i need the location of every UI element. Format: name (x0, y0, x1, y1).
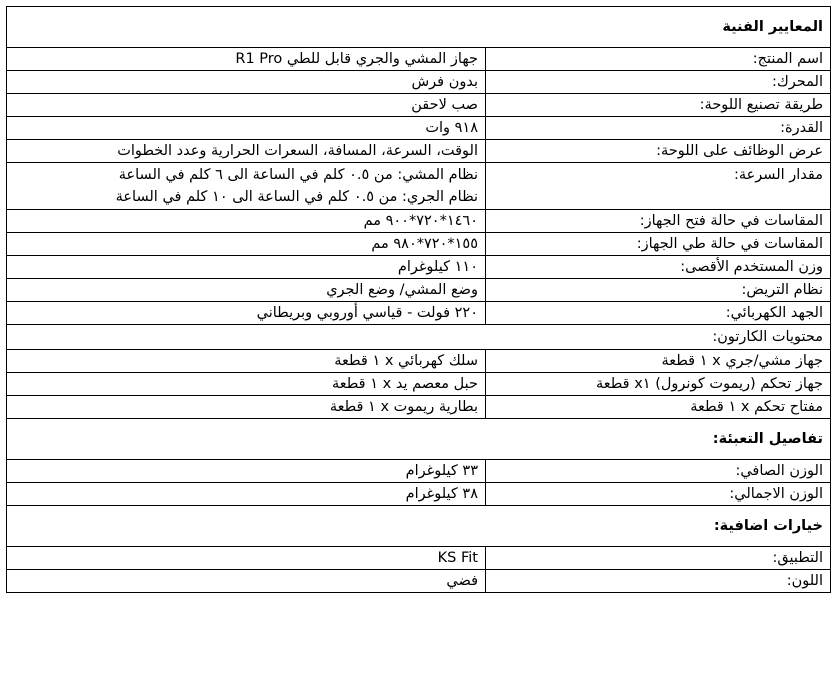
spec-value-open-dimensions: ١٤٦٠*٧٢٠*٩٠٠ مم (7, 210, 486, 233)
spec-label-exercise-mode: نظام التريض: (486, 279, 831, 302)
spec-row (7, 547, 831, 570)
spec-label-max-user-weight: وزن المستخدم الأقصى: (486, 256, 831, 279)
speed-walking-line: نظام المشي: من ٠.٥ كلم في الساعة الى ٦ كلم في الساعة (118, 167, 478, 183)
section-title-packaging: تفاصيل التعبئة: (7, 419, 831, 460)
box-item: بطارية ريموت x ١ قطعة (7, 396, 486, 419)
spec-row (7, 117, 831, 140)
spec-value-power: ٩١٨ وات (7, 117, 486, 140)
spec-row (7, 570, 831, 593)
section-title-specs: المعايير الفنية (7, 7, 831, 48)
spec-row (7, 302, 831, 325)
spec-row (7, 140, 831, 163)
spec-label-open-dimensions: المقاسات في حالة فتح الجهاز: (486, 210, 831, 233)
spec-value-folded-dimensions: ١٥٥*٧٢٠*٩٨٠ مم (7, 233, 486, 256)
spec-row-speed (7, 163, 831, 210)
box-item: سلك كهربائي x ١ قطعة (7, 350, 486, 373)
spec-value-exercise-mode: وضع المشي/ وضع الجري (7, 279, 486, 302)
spec-label-product-name: اسم المنتج: (486, 48, 831, 71)
spec-label-folded-dimensions: المقاسات في حالة طي الجهاز: (486, 233, 831, 256)
spec-row (7, 210, 831, 233)
spec-value-voltage: ٢٢٠ فولت - قياسي أوروبي وبريطاني (7, 302, 486, 325)
section-row-specs (7, 7, 831, 48)
spec-value-net-weight: ٣٣ كيلوغرام (7, 460, 486, 483)
spec-value-app: KS Fit (7, 547, 486, 570)
spec-label-speed: مقدار السرعة: (486, 163, 831, 210)
spec-label-color: اللون: (486, 570, 831, 593)
section-title-options: خيارات اضافية: (7, 506, 831, 547)
spec-value-color: فضي (7, 570, 486, 593)
speed-running-line: نظام الجري: من ٠.٥ كلم في الساعة الى ١٠ كلم في الساعة (115, 189, 478, 205)
spec-row (7, 483, 831, 506)
spec-label-voltage: الجهد الكهربائي: (486, 302, 831, 325)
spec-row (7, 94, 831, 117)
spec-label-panel-functions: عرض الوظائف على اللوحة: (486, 140, 831, 163)
spec-row (7, 233, 831, 256)
spec-value-panel-manufacturing: صب لاحقن (7, 94, 486, 117)
spec-value-panel-functions: الوقت، السرعة، المسافة، السعرات الحرارية وعدد الخطوات (7, 140, 486, 163)
spec-value-max-user-weight: ١١٠ كيلوغرام (7, 256, 486, 279)
spec-row (7, 71, 831, 94)
spec-value-product-name: جهاز المشي والجري قابل للطي R1 Pro (7, 48, 486, 71)
spec-row (7, 460, 831, 483)
box-item-row (7, 373, 831, 396)
spec-value-motor: بدون فرش (7, 71, 486, 94)
box-contents-label: محتويات الكارتون: (7, 325, 831, 350)
box-item-row (7, 396, 831, 419)
spec-label-motor: المحرك: (486, 71, 831, 94)
section-row-packaging (7, 419, 831, 460)
spec-label-power: القدرة: (486, 117, 831, 140)
specs-table (6, 6, 831, 593)
spec-label-net-weight: الوزن الصافي: (486, 460, 831, 483)
spec-row (7, 279, 831, 302)
spec-label-app: التطبيق: (486, 547, 831, 570)
box-item: جهاز مشي/جري x ١ قطعة (486, 350, 831, 373)
spec-row (7, 48, 831, 71)
section-row-options (7, 506, 831, 547)
spec-label-panel-manufacturing: طريقة تصنيع اللوحة: (486, 94, 831, 117)
box-item: مفتاح تحكم x ١ قطعة (486, 396, 831, 419)
spec-value-speed (7, 163, 486, 210)
spec-value-gross-weight: ٣٨ كيلوغرام (7, 483, 486, 506)
spec-label-gross-weight: الوزن الاجمالي: (486, 483, 831, 506)
spec-row (7, 256, 831, 279)
box-item: حبل معصم يد x ١ قطعة (7, 373, 486, 396)
box-item: جهاز تحكم (ريموت كونرول) x١ قطعة (486, 373, 831, 396)
box-item-row (7, 350, 831, 373)
box-contents-header-row (7, 325, 831, 350)
